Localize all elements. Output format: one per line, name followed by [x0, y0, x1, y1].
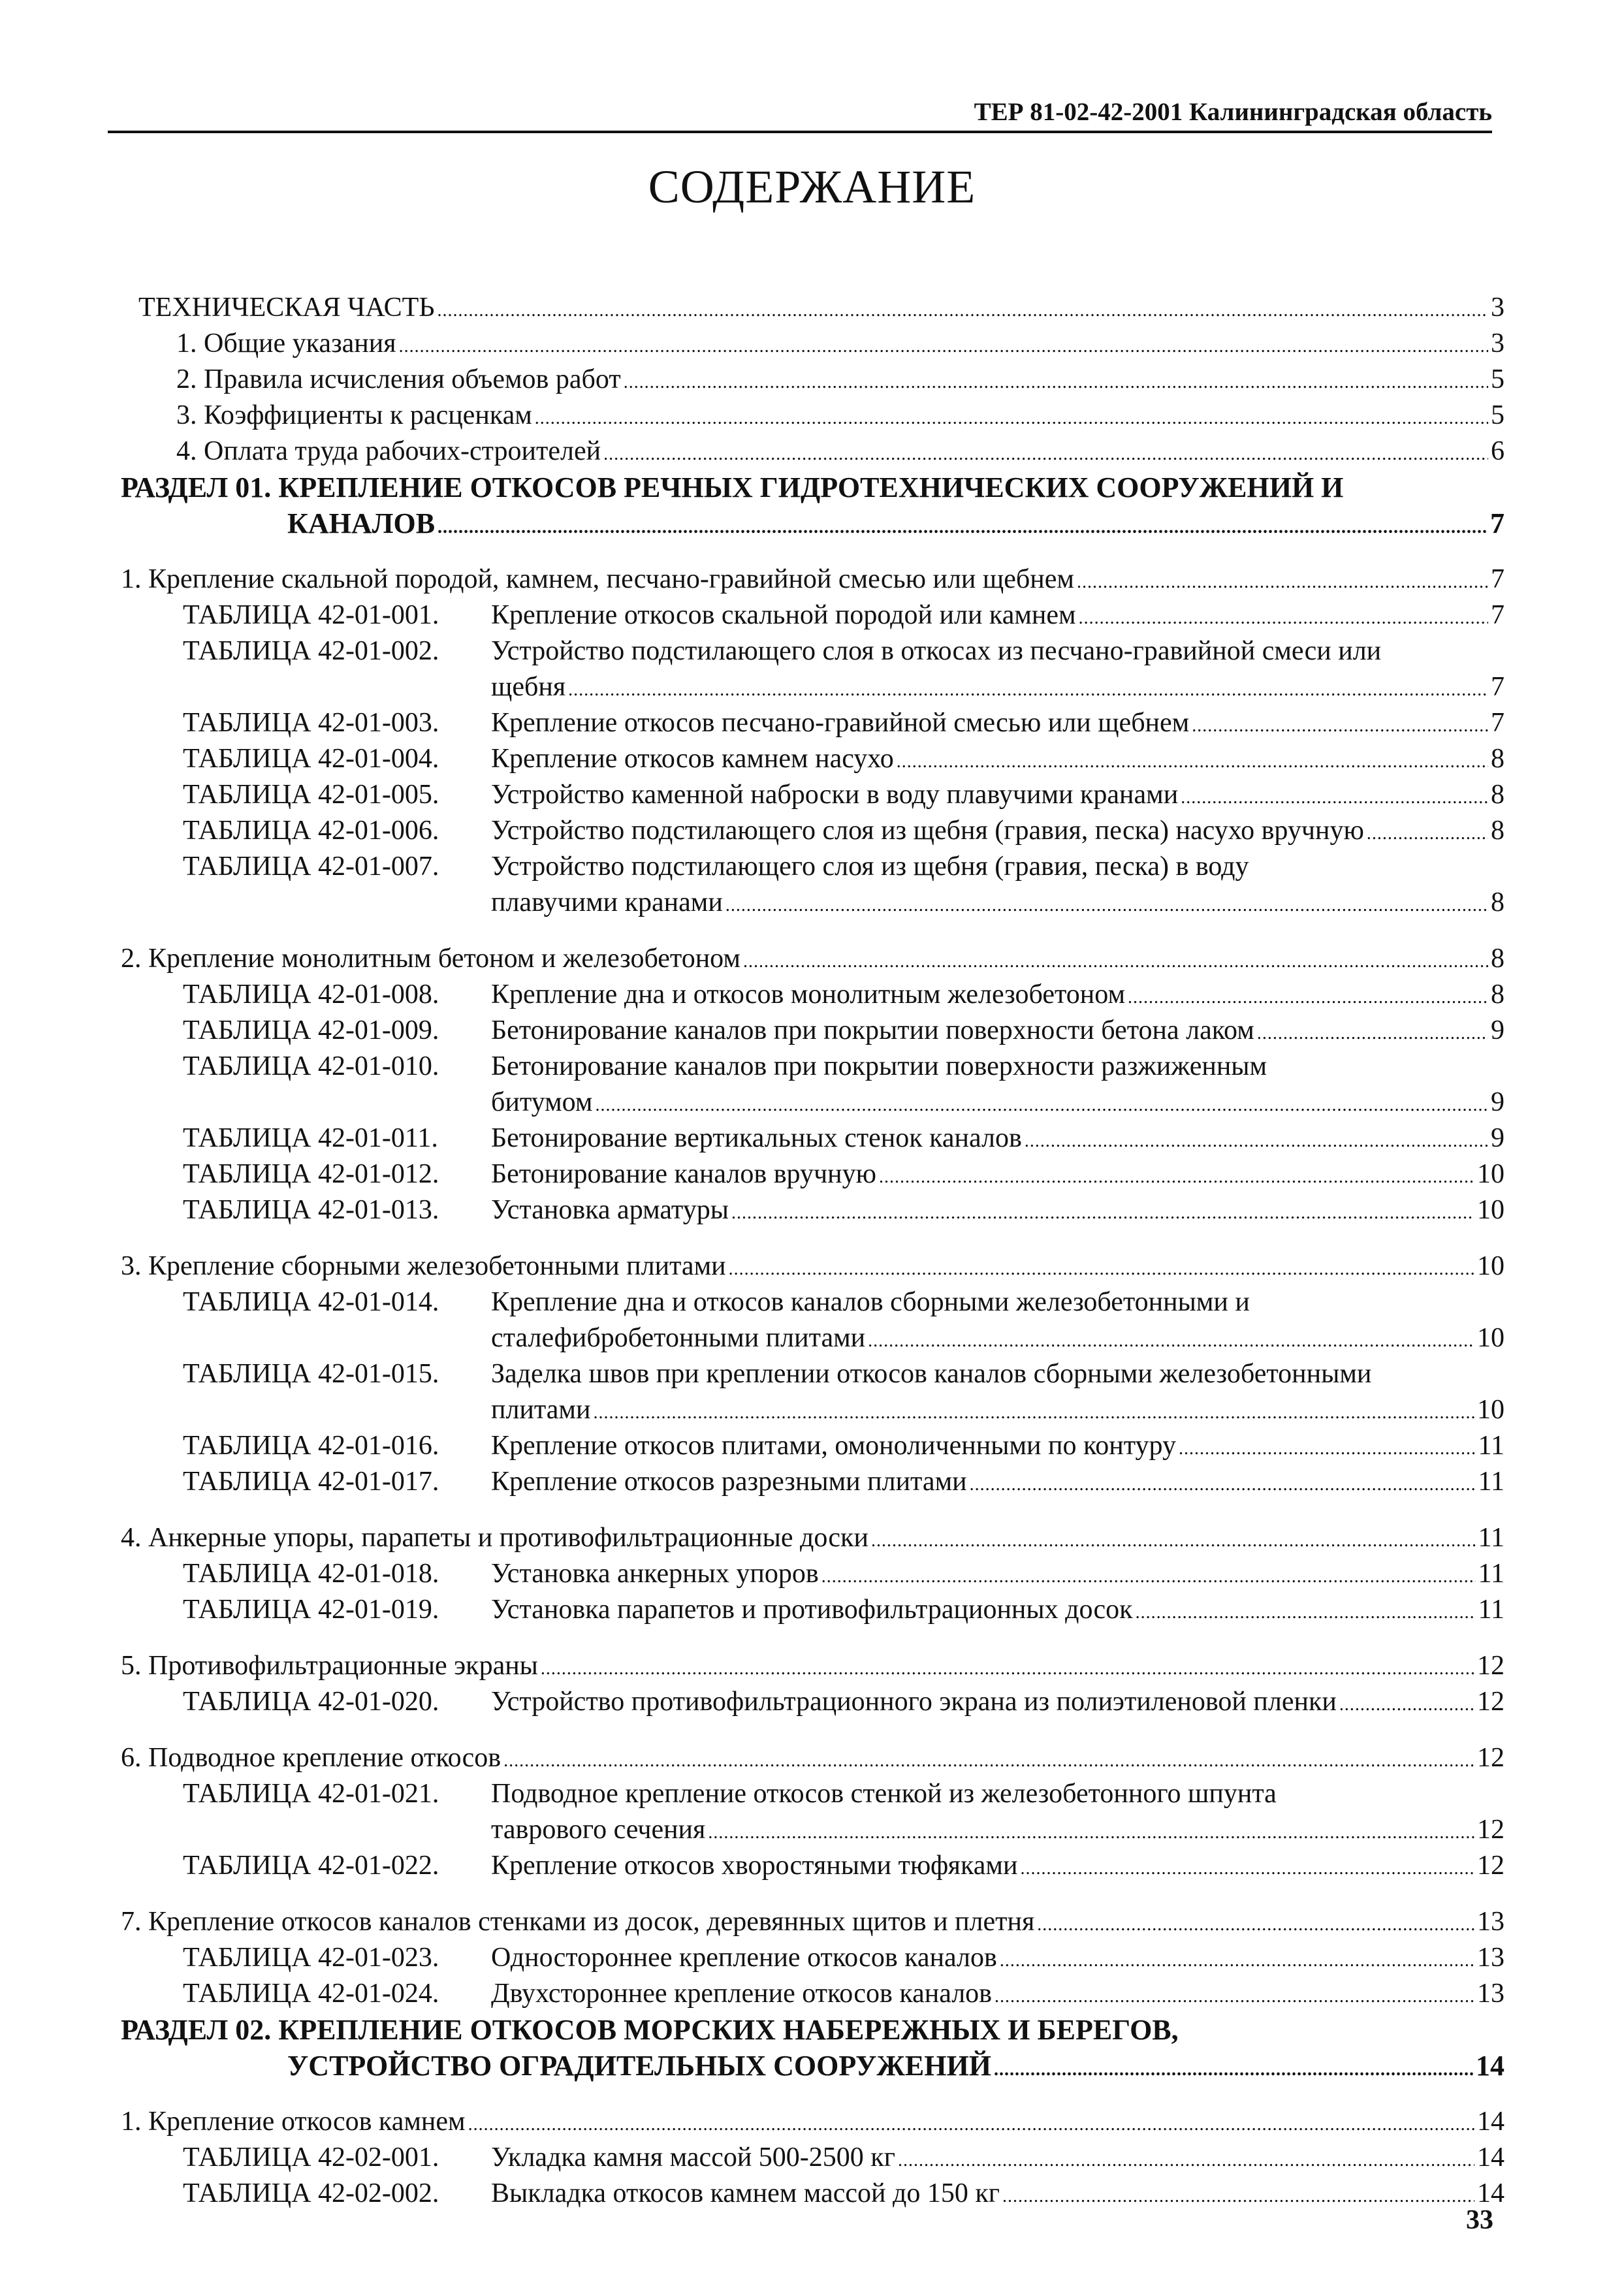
dot-leader: [879, 1156, 1474, 1195]
toc-table-entry: [491, 977, 1505, 1015]
toc-entry-text: 7. Крепление откосов каналов стенками из досок, деревянных щитов и плетня: [121, 1907, 1035, 1937]
toc-entry-text: 6. Подводное крепление откосов: [121, 1743, 502, 1773]
toc-line: [0, 1013, 1624, 1049]
toc-page-number: 9: [1491, 1015, 1505, 1045]
toc-entry-text: РАЗДЕЛ 02. КРЕПЛЕНИЕ ОТКОСОВ МОРСКИХ НАБЕРЕЖНЫХ И БЕРЕГОВ,: [121, 2014, 1179, 2046]
toc-line: [0, 1648, 1624, 1684]
dot-leader: [871, 1520, 1476, 1559]
toc-entry-text: 4. Анкерные упоры, парапеты и противофильтрационные доски: [121, 1523, 868, 1553]
toc-line: [0, 633, 1624, 669]
dot-leader: [725, 885, 1488, 923]
dot-leader: [438, 505, 1488, 545]
toc-line: [0, 741, 1624, 777]
toc-line: [0, 362, 1624, 398]
toc-line: [0, 1556, 1624, 1592]
toc-line: [0, 505, 1624, 541]
toc-page-number: 3: [1491, 328, 1505, 358]
toc-page-number: 8: [1491, 944, 1505, 974]
toc-line: [0, 2176, 1624, 2212]
table-code: ТАБЛИЦА 42-01-021.: [183, 1779, 439, 1809]
toc-line: [0, 326, 1624, 362]
dot-leader: [995, 1976, 1474, 2014]
page-title: СОДЕРЖАНИЕ: [648, 161, 976, 213]
toc-entry-text: 1. Крепление скальной породой, камнем, песчано-гравийной смесью или щебнем: [121, 564, 1074, 594]
toc-entry-text: Бетонирование каналов вручную: [491, 1159, 876, 1189]
toc-page-number: 14: [1477, 2178, 1505, 2208]
toc-page-number: 12: [1477, 1815, 1505, 1845]
toc-table-entry: [491, 1356, 1371, 1392]
toc-page-number: 6: [1491, 436, 1505, 466]
toc-entry-text: таврового сечения: [491, 1815, 706, 1845]
dot-leader: [1079, 597, 1488, 636]
dot-leader: [994, 2048, 1473, 2088]
toc-entry-text: Подводное крепление откосов стенкой из железобетонного шпунта: [491, 1779, 1277, 1809]
toc-table-entry: [491, 813, 1505, 852]
table-code: ТАБЛИЦА 42-01-015.: [183, 1359, 439, 1389]
dot-leader: [1020, 1848, 1474, 1886]
toc-line: [0, 813, 1624, 849]
toc-entry-text: 2. Правила исчисления объемов работ: [176, 364, 621, 394]
toc-entry-text: 3. Коэффициенты к расценкам: [176, 400, 532, 430]
toc-entry-text: щебня: [491, 672, 566, 702]
toc-group: [121, 1249, 1505, 1287]
toc-entry-text: плавучими кранами: [491, 887, 723, 917]
table-code: ТАБЛИЦА 42-01-003.: [183, 708, 439, 738]
toc-entry-text: 1. Общие указания: [176, 328, 396, 358]
toc-entry-text: 4. Оплата труда рабочих-строителей: [176, 436, 601, 466]
toc-entry-text: 2. Крепление монолитным бетоном и железобетоном: [121, 944, 740, 974]
dot-leader: [1128, 977, 1488, 1015]
toc-table-entry: [491, 669, 1505, 708]
dot-leader: [1257, 1013, 1488, 1051]
toc-page-number: 14: [1477, 2107, 1505, 2137]
toc-table-entry: [491, 777, 1505, 816]
toc-entry: [176, 326, 1505, 364]
toc-group: [121, 1904, 1505, 1943]
toc-entry: [176, 398, 1505, 436]
table-code: ТАБЛИЦА 42-01-008.: [183, 979, 439, 1010]
dot-leader: [1025, 1121, 1488, 1159]
table-code: ТАБЛИЦА 42-01-011.: [183, 1123, 438, 1153]
toc-line: [0, 1085, 1624, 1121]
dot-leader: [568, 669, 1488, 708]
toc-entry-text: Крепление откосов камнем насухо: [491, 744, 894, 774]
toc-table-entry: [491, 741, 1505, 780]
toc-entry-text: Устройство подстилающего слоя из щебня (гравия, песка) в воду: [491, 852, 1249, 882]
toc-line: [0, 1592, 1624, 1628]
toc-line: [0, 977, 1624, 1013]
table-code: ТАБЛИЦА 42-02-002.: [183, 2178, 439, 2208]
toc-entry-text: 3. Крепление сборными железобетонными плитами: [121, 1251, 726, 1281]
table-code: ТАБЛИЦА 42-01-006.: [183, 816, 439, 846]
table-code: ТАБЛИЦА 42-02-001.: [183, 2142, 439, 2173]
dot-leader: [1192, 705, 1488, 744]
page-number: 33: [1466, 2205, 1493, 2235]
toc-table-entry: [491, 1976, 1505, 2014]
toc-entry: [176, 362, 1505, 400]
toc-table-entry: [491, 2140, 1505, 2178]
toc-entry-text: Крепление дна и откосов монолитным железобетоном: [491, 979, 1126, 1010]
toc-line: [0, 434, 1624, 470]
toc-line: [0, 885, 1624, 921]
toc-entry-text: Укладка камня массой 500-2500 кг: [491, 2142, 895, 2173]
toc-line: [0, 2104, 1624, 2140]
toc-page-number: 10: [1477, 1195, 1505, 1225]
toc-line: [0, 1976, 1624, 2012]
toc-entry-text: Крепление откосов скальной породой или камнем: [491, 600, 1076, 630]
table-code: ТАБЛИЦА 42-01-020.: [183, 1687, 439, 1717]
toc-page-number: 7: [1491, 564, 1505, 594]
toc-entry: [176, 434, 1505, 472]
header-text: ТЕР 81-02-42-2001 Калининградская область: [974, 98, 1492, 126]
toc-entry-text: Устройство противофильтрационного экрана из полиэтиленовой пленки: [491, 1687, 1337, 1717]
toc-page-number: 12: [1477, 1687, 1505, 1717]
toc-table-entry: [491, 633, 1381, 669]
table-code: ТАБЛИЦА 42-01-002.: [183, 636, 439, 666]
toc-entry-text: Бетонирование вертикальных стенок каналов: [491, 1123, 1022, 1153]
toc-entry-text: УСТРОЙСТВО ОГРАДИТЕЛЬНЫХ СООРУЖЕНИЙ: [287, 2050, 991, 2082]
toc-table-entry: [491, 1940, 1505, 1979]
toc-line: [0, 1356, 1624, 1392]
dot-leader: [897, 741, 1488, 780]
dot-leader: [603, 434, 1488, 472]
running-header: [108, 91, 1492, 133]
table-code: ТАБЛИЦА 42-01-014.: [183, 1287, 439, 1317]
dot-leader: [541, 1648, 1474, 1687]
toc-page-number: 9: [1491, 1123, 1505, 1153]
toc-page-number: 10: [1477, 1251, 1505, 1281]
toc-page-number: 14: [1476, 2050, 1505, 2082]
dot-leader: [1136, 1592, 1476, 1631]
toc-table-entry: [491, 1320, 1505, 1359]
toc-table-entry: [491, 1556, 1505, 1595]
toc-page-number: 9: [1491, 1087, 1505, 1117]
table-code: ТАБЛИЦА 42-01-024.: [183, 1979, 439, 2009]
toc-table-entry: [491, 1848, 1505, 1886]
toc-table-entry: [491, 885, 1505, 923]
toc-group: [121, 1648, 1505, 1687]
dot-leader: [535, 398, 1488, 436]
table-code: ТАБЛИЦА 42-01-012.: [183, 1159, 439, 1189]
toc-section: [287, 505, 1505, 545]
toc-entry-text: Устройство подстилающего слоя из щебня (гравия, песка) насухо вручную: [491, 816, 1364, 846]
toc-page-number: 7: [1491, 600, 1505, 630]
toc-page-number: 13: [1477, 1907, 1505, 1937]
table-code: ТАБЛИЦА 42-01-007.: [183, 852, 439, 882]
toc-group: [121, 2104, 1505, 2142]
toc-page-number: 8: [1491, 887, 1505, 917]
toc-page-number: 13: [1477, 1979, 1505, 2009]
dot-leader: [821, 1556, 1476, 1595]
dot-leader: [595, 1085, 1488, 1123]
toc-entry-text: Крепление откосов разрезными плитами: [491, 1467, 967, 1497]
table-code: ТАБЛИЦА 42-01-017.: [183, 1467, 439, 1497]
toc-entry-text: КАНАЛОВ: [287, 507, 436, 539]
toc-entry-text: Заделка швов при креплении откосов каналов сборными железобетонными: [491, 1359, 1372, 1389]
toc-entry-text: плитами: [491, 1395, 591, 1425]
toc-entry-text: Бетонирование каналов при покрытии поверхности разжиженным: [491, 1051, 1267, 1081]
dot-leader: [593, 1392, 1474, 1431]
toc-line: [0, 1464, 1624, 1500]
toc-line: [0, 1049, 1624, 1085]
toc-group: [121, 941, 1505, 979]
toc-entry-text: Установка анкерных упоров: [491, 1559, 819, 1589]
toc-section: [121, 2012, 1179, 2048]
toc-line: [0, 1192, 1624, 1228]
toc-table-entry: [491, 1776, 1277, 1812]
toc-entry-text: битумом: [491, 1087, 593, 1117]
toc-line: [0, 1121, 1624, 1156]
toc-table-entry: [491, 705, 1505, 744]
dot-leader: [1179, 1428, 1476, 1467]
dot-leader: [1037, 1904, 1474, 1943]
toc-section: [121, 470, 1343, 505]
toc-page-number: 11: [1478, 1467, 1505, 1497]
toc-line: [0, 290, 1624, 326]
table-code: ТАБЛИЦА 42-01-023.: [183, 1943, 439, 1973]
dot-leader: [1077, 562, 1488, 600]
toc-line: [0, 1740, 1624, 1776]
toc-line: [0, 1156, 1624, 1192]
table-code: ТАБЛИЦА 42-01-016.: [183, 1431, 439, 1461]
dot-leader: [743, 941, 1488, 979]
toc-line: [0, 1776, 1624, 1812]
toc-entry: [138, 290, 1505, 328]
toc-entry-text: Установка арматуры: [491, 1195, 729, 1225]
toc-table-entry: [491, 1392, 1505, 1431]
toc-table-entry: [491, 1592, 1505, 1631]
toc-page-number: 7: [1491, 708, 1505, 738]
table-code: ТАБЛИЦА 42-01-019.: [183, 1595, 439, 1625]
toc-line: [0, 849, 1624, 885]
toc-page-number: 10: [1477, 1159, 1505, 1189]
dot-leader: [1000, 1940, 1474, 1979]
toc-page-number: 5: [1491, 400, 1505, 430]
dot-leader: [624, 362, 1488, 400]
toc-page-number: 10: [1477, 1323, 1505, 1353]
toc-page-number: 14: [1477, 2142, 1505, 2173]
toc-entry-text: Устройство каменной наброски в воду плавучими кранами: [491, 780, 1179, 810]
dot-leader: [970, 1464, 1476, 1503]
toc-entry-text: Крепление откосов хворостяными тюфяками: [491, 1851, 1018, 1881]
dot-leader: [729, 1249, 1474, 1287]
toc-group: [121, 562, 1505, 600]
toc-line: [0, 470, 1624, 505]
toc-entry-text: Одностороннее крепление откосов каналов: [491, 1943, 997, 1973]
toc-line: [0, 398, 1624, 434]
toc-line: [0, 1812, 1624, 1848]
toc-line: [0, 1284, 1624, 1320]
table-code: ТАБЛИЦА 42-01-018.: [183, 1559, 439, 1589]
toc-line: [0, 597, 1624, 633]
toc-line: [0, 1684, 1624, 1720]
toc-page-number: 11: [1478, 1431, 1505, 1461]
toc-entry-text: ТЕХНИЧЕСКАЯ ЧАСТЬ: [138, 293, 435, 323]
toc-line: [0, 1320, 1624, 1356]
toc-table-entry: [491, 1192, 1505, 1231]
toc-line: [0, 1428, 1624, 1464]
dot-leader: [1002, 2176, 1474, 2214]
toc-page-number: 12: [1477, 1851, 1505, 1881]
toc-page-number: 8: [1491, 780, 1505, 810]
toc-page-number: 12: [1477, 1743, 1505, 1773]
toc-table-entry: [491, 1085, 1505, 1123]
toc-page-number: 3: [1491, 293, 1505, 323]
toc-line: [0, 705, 1624, 741]
toc-section: [287, 2048, 1505, 2088]
toc-page-number: 8: [1491, 979, 1505, 1010]
dot-leader: [1339, 1684, 1474, 1723]
toc-line: [0, 941, 1624, 977]
toc-entry-text: Крепление откосов песчано-гравийной смесью или щебнем: [491, 708, 1190, 738]
toc-line: [0, 1940, 1624, 1976]
toc-table-entry: [491, 1812, 1505, 1851]
table-code: ТАБЛИЦА 42-01-022.: [183, 1851, 439, 1881]
toc-entry-text: Крепление дна и откосов каналов сборными железобетонными и: [491, 1287, 1250, 1317]
toc-entry-text: Двухстороннее крепление откосов каналов: [491, 1979, 993, 2009]
toc-page-number: 13: [1477, 1943, 1505, 1973]
toc-line: [0, 1249, 1624, 1284]
table-code: ТАБЛИЦА 42-01-001.: [183, 600, 439, 630]
table-code: ТАБЛИЦА 42-01-004.: [183, 744, 439, 774]
toc-line: [0, 2140, 1624, 2176]
dot-leader: [1181, 777, 1488, 816]
toc-table-entry: [491, 2176, 1505, 2214]
dot-leader: [503, 1740, 1474, 1779]
toc-entry-text: 1. Крепление откосов камнем: [121, 2107, 466, 2137]
dot-leader: [468, 2104, 1474, 2142]
toc-line: [0, 777, 1624, 813]
toc-entry-text: Бетонирование каналов при покрытии поверхности бетона лаком: [491, 1015, 1254, 1045]
toc-line: [0, 2048, 1624, 2084]
toc-line: [0, 1392, 1624, 1428]
toc-table-entry: [491, 849, 1249, 885]
toc-table-entry: [491, 1121, 1505, 1159]
dot-leader: [868, 1320, 1474, 1359]
toc-page-number: 8: [1491, 744, 1505, 774]
toc-line: [0, 2012, 1624, 2048]
dot-leader: [1367, 813, 1488, 852]
toc-entry-text: 5. Противофильтрационные экраны: [121, 1651, 538, 1681]
toc-entry-text: РАЗДЕЛ 01. КРЕПЛЕНИЕ ОТКОСОВ РЕЧНЫХ ГИДРОТЕХНИЧЕСКИХ СООРУЖЕНИЙ И: [121, 471, 1344, 503]
toc-table-entry: [491, 1284, 1250, 1320]
toc-table-entry: [491, 1013, 1505, 1051]
table-of-contents: [0, 290, 1624, 2212]
toc-entry-text: сталефибробетонными плитами: [491, 1323, 866, 1353]
table-code: ТАБЛИЦА 42-01-009.: [183, 1015, 439, 1045]
dot-leader: [399, 326, 1488, 364]
table-code: ТАБЛИЦА 42-01-010.: [183, 1051, 439, 1081]
toc-page-number: 11: [1478, 1559, 1505, 1589]
toc-table-entry: [491, 1428, 1505, 1467]
toc-entry-text: Выкладка откосов камнем массой до 150 кг: [491, 2178, 1000, 2208]
toc-entry-text: Крепление откосов плитами, омоноличенными по контуру: [491, 1431, 1176, 1461]
toc-page-number: 12: [1477, 1651, 1505, 1681]
table-code: ТАБЛИЦА 42-01-013.: [183, 1195, 439, 1225]
toc-group: [121, 1740, 1505, 1779]
table-code: ТАБЛИЦА 42-01-005.: [183, 780, 439, 810]
toc-line: [0, 1520, 1624, 1556]
toc-page-number: 8: [1491, 816, 1505, 846]
toc-table-entry: [491, 1049, 1267, 1085]
toc-line: [0, 1848, 1624, 1884]
toc-table-entry: [491, 1156, 1505, 1195]
toc-page-number: 7: [1491, 672, 1505, 702]
toc-entry-text: Устройство подстилающего слоя в откосах из песчано-гравийной смеси или: [491, 636, 1382, 666]
toc-page-number: 11: [1478, 1595, 1505, 1625]
toc-group: [121, 1520, 1505, 1559]
dot-leader: [437, 290, 1488, 328]
dot-leader: [898, 2140, 1474, 2178]
toc-line: [0, 669, 1624, 705]
toc-page-number: 5: [1491, 364, 1505, 394]
toc-page-number: 7: [1490, 507, 1505, 539]
toc-table-entry: [491, 597, 1505, 636]
toc-entry-text: Установка парапетов и противофильтрационных досок: [491, 1595, 1133, 1625]
dot-leader: [731, 1192, 1474, 1231]
toc-line: [0, 562, 1624, 597]
toc-line: [0, 1904, 1624, 1940]
dot-leader: [708, 1812, 1474, 1851]
toc-page-number: 10: [1477, 1395, 1505, 1425]
toc-table-entry: [491, 1684, 1505, 1723]
toc-table-entry: [491, 1464, 1505, 1503]
toc-page-number: 11: [1478, 1523, 1505, 1553]
